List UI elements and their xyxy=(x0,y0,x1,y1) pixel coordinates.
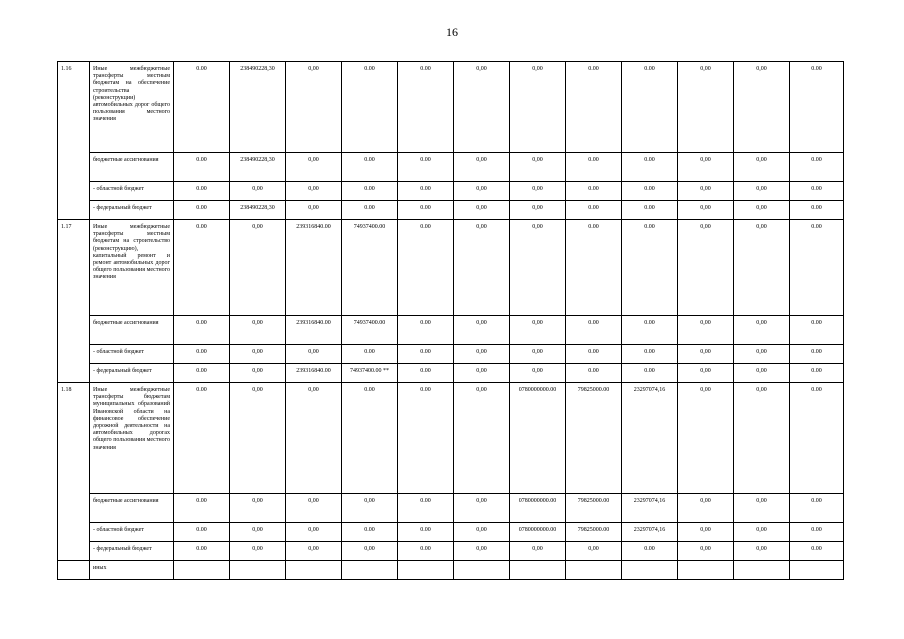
value-cell: 0,00 xyxy=(734,383,790,494)
value-cell: 0,00 xyxy=(510,153,566,182)
table-row xyxy=(58,542,844,561)
value-cell xyxy=(174,561,230,580)
table-body xyxy=(58,62,844,580)
value-cell: 0.00 xyxy=(174,182,230,201)
value-cell xyxy=(342,561,398,580)
value-cell: 0.00 xyxy=(566,364,622,383)
value-cell: 0.00 xyxy=(398,494,454,523)
value-cell: 0.00 xyxy=(790,62,844,153)
table-row xyxy=(58,523,844,542)
value-cell: 0.00 xyxy=(790,201,844,220)
value-cell: 0,00 xyxy=(678,220,734,316)
value-cell: 74937400.00 ** xyxy=(342,364,398,383)
value-cell: 0,00 xyxy=(286,523,342,542)
value-cell: 0,00 xyxy=(230,542,286,561)
value-cell: 74937400.00 xyxy=(342,316,398,345)
value-cell: 0.00 xyxy=(342,383,398,494)
value-cell: 0,00 xyxy=(230,523,286,542)
value-cell: 0.00 xyxy=(790,345,844,364)
value-cell: 0780000000.00 xyxy=(510,494,566,523)
value-cell: 23297074,16 xyxy=(622,383,678,494)
value-cell: 0.00 xyxy=(398,345,454,364)
value-cell: 0.00 xyxy=(342,62,398,153)
value-cell: 0,00 xyxy=(510,62,566,153)
value-cell: 0,00 xyxy=(734,494,790,523)
value-cell: 0.00 xyxy=(790,316,844,345)
value-cell: 0,00 xyxy=(454,316,510,345)
value-cell: 0,00 xyxy=(510,220,566,316)
value-cell: 0.00 xyxy=(398,383,454,494)
value-cell: 238490228,30 xyxy=(230,62,286,153)
value-cell: 0,00 xyxy=(678,494,734,523)
row-label: бюджетные ассигнования xyxy=(90,153,174,182)
value-cell xyxy=(566,561,622,580)
value-cell: 23297074,16 xyxy=(622,523,678,542)
value-cell: 0.00 xyxy=(622,182,678,201)
row-label: Иные межбюджетные трансферты местным бюджетам на строительство (реконструкцию), капитальный ремонт и ремонт автомобильных дорог общего пользования местного значения xyxy=(90,220,174,316)
value-cell: 0,00 xyxy=(678,201,734,220)
value-cell: 0,00 xyxy=(510,345,566,364)
value-cell: 0.00 xyxy=(622,62,678,153)
value-cell: 0.00 xyxy=(566,182,622,201)
value-cell: 23297074,16 xyxy=(622,494,678,523)
value-cell: 0.00 xyxy=(174,494,230,523)
value-cell: 0,00 xyxy=(454,153,510,182)
value-cell: 0,00 xyxy=(454,383,510,494)
row-label: - областной бюджет xyxy=(90,523,174,542)
value-cell: 0.00 xyxy=(174,345,230,364)
page-number: 16 xyxy=(446,25,458,39)
value-cell: 0,00 xyxy=(286,383,342,494)
item-number: 1.16 xyxy=(58,62,90,220)
value-cell: 0,00 xyxy=(734,316,790,345)
row-label: - федеральный бюджет xyxy=(90,542,174,561)
value-cell: 0,00 xyxy=(678,316,734,345)
value-cell: 0.00 xyxy=(566,220,622,316)
row-label: бюджетные ассигнования xyxy=(90,316,174,345)
value-cell: 0,00 xyxy=(454,364,510,383)
value-cell: 0.00 xyxy=(790,153,844,182)
table-row xyxy=(58,364,844,383)
value-cell: 0.00 xyxy=(342,345,398,364)
value-cell: 0.00 xyxy=(566,201,622,220)
value-cell: 0.00 xyxy=(398,220,454,316)
value-cell: 0,00 xyxy=(286,62,342,153)
table-row xyxy=(58,153,844,182)
value-cell: 0,00 xyxy=(510,201,566,220)
table-row xyxy=(58,345,844,364)
value-cell: 0780000000.00 xyxy=(510,523,566,542)
value-cell: 0,00 xyxy=(566,542,622,561)
value-cell: 0,00 xyxy=(286,153,342,182)
value-cell: 0,00 xyxy=(678,62,734,153)
value-cell: 0,00 xyxy=(286,494,342,523)
value-cell: 0.00 xyxy=(622,201,678,220)
value-cell: 0.00 xyxy=(174,383,230,494)
value-cell xyxy=(790,561,844,580)
value-cell: 0,00 xyxy=(230,494,286,523)
table-row xyxy=(58,182,844,201)
value-cell: 0,00 xyxy=(678,153,734,182)
row-label: - областной бюджет xyxy=(90,182,174,201)
value-cell: 0,00 xyxy=(678,182,734,201)
row-label: - областной бюджет xyxy=(90,345,174,364)
value-cell: 0.00 xyxy=(790,182,844,201)
value-cell: 0.00 xyxy=(790,220,844,316)
value-cell: 0,00 xyxy=(454,182,510,201)
table-row xyxy=(58,561,844,580)
value-cell: 0.00 xyxy=(174,62,230,153)
table-row xyxy=(58,383,844,494)
value-cell xyxy=(510,561,566,580)
table-row xyxy=(58,220,844,316)
value-cell: 0.00 xyxy=(622,220,678,316)
value-cell: 0.00 xyxy=(398,542,454,561)
value-cell: 0.00 xyxy=(566,153,622,182)
value-cell xyxy=(230,561,286,580)
value-cell: 0.00 xyxy=(398,62,454,153)
value-cell: 0.00 xyxy=(398,523,454,542)
value-cell: 0,00 xyxy=(734,523,790,542)
value-cell: 0.00 xyxy=(566,345,622,364)
value-cell: 0.00 xyxy=(622,345,678,364)
row-label: - федеральный бюджет xyxy=(90,201,174,220)
value-cell xyxy=(286,561,342,580)
value-cell: 0,00 xyxy=(734,62,790,153)
value-cell: 79825000.00 xyxy=(566,383,622,494)
budget-table xyxy=(57,61,844,580)
value-cell: 0,00 xyxy=(454,201,510,220)
value-cell: 0.00 xyxy=(398,364,454,383)
value-cell: 0.00 xyxy=(566,62,622,153)
value-cell xyxy=(454,561,510,580)
value-cell: 0,00 xyxy=(678,364,734,383)
value-cell: 0,00 xyxy=(454,62,510,153)
value-cell: 0.00 xyxy=(398,316,454,345)
value-cell: 0.00 xyxy=(622,153,678,182)
value-cell: 0.00 xyxy=(174,523,230,542)
value-cell: 0,00 xyxy=(342,542,398,561)
table-row xyxy=(58,494,844,523)
value-cell: 0,00 xyxy=(342,494,398,523)
value-cell: 238490228,30 xyxy=(230,153,286,182)
row-label: - федеральный бюджет xyxy=(90,364,174,383)
value-cell: 0.00 xyxy=(174,364,230,383)
value-cell: 79825000.00 xyxy=(566,494,622,523)
value-cell: 0.00 xyxy=(174,153,230,182)
value-cell: 0780000000.00 xyxy=(510,383,566,494)
value-cell: 0,00 xyxy=(678,523,734,542)
value-cell: 0,00 xyxy=(510,542,566,561)
value-cell: 0,00 xyxy=(678,383,734,494)
value-cell: 0,00 xyxy=(454,345,510,364)
value-cell: 0.00 xyxy=(790,523,844,542)
value-cell: 79825000.00 xyxy=(566,523,622,542)
value-cell: 0,00 xyxy=(286,345,342,364)
value-cell: 0,00 xyxy=(454,542,510,561)
table-row xyxy=(58,201,844,220)
row-label: Иные межбюджетные трансферты местным бюджетам на обеспечение строительства (реконструкции) автомобильных дорог общего пользования местного значения xyxy=(90,62,174,153)
value-cell xyxy=(678,561,734,580)
value-cell: 0,00 xyxy=(230,182,286,201)
value-cell: 0.00 xyxy=(342,201,398,220)
row-label: бюджетные ассигнования xyxy=(90,494,174,523)
value-cell: 0.00 xyxy=(790,542,844,561)
value-cell: 0,00 xyxy=(734,201,790,220)
value-cell: 0.00 xyxy=(398,153,454,182)
row-label: Иные межбюджетные трансферты бюджетам муниципальных образований Ивановской области на финансовое обеспечение дорожной деятельности на автомобильных дорогах общего пользования местного значения xyxy=(90,383,174,494)
value-cell: 239316840.00 xyxy=(286,220,342,316)
value-cell: 0.00 xyxy=(566,316,622,345)
value-cell: 0,00 xyxy=(286,182,342,201)
value-cell: 0,00 xyxy=(454,220,510,316)
value-cell: 0.00 xyxy=(622,316,678,345)
value-cell: 0,00 xyxy=(510,364,566,383)
value-cell: 0,00 xyxy=(230,364,286,383)
value-cell: 239316840.00 xyxy=(286,364,342,383)
value-cell xyxy=(398,561,454,580)
value-cell: 0.00 xyxy=(174,220,230,316)
value-cell: 0.00 xyxy=(174,201,230,220)
value-cell: 0.00 xyxy=(790,494,844,523)
value-cell: 0,00 xyxy=(454,494,510,523)
value-cell: 0.00 xyxy=(174,542,230,561)
value-cell: 0.00 xyxy=(342,182,398,201)
value-cell: 0,00 xyxy=(734,182,790,201)
value-cell: 0,00 xyxy=(734,345,790,364)
value-cell: 0,00 xyxy=(734,220,790,316)
value-cell: 0,00 xyxy=(734,153,790,182)
value-cell: 0,00 xyxy=(286,201,342,220)
value-cell: 0.00 xyxy=(622,542,678,561)
value-cell: 0.00 xyxy=(398,182,454,201)
value-cell: 0.00 xyxy=(790,383,844,494)
value-cell: 0,00 xyxy=(230,345,286,364)
value-cell: 0,00 xyxy=(734,542,790,561)
value-cell: 0,00 xyxy=(286,542,342,561)
value-cell: 0,00 xyxy=(230,316,286,345)
table-row xyxy=(58,62,844,153)
value-cell: 0.00 xyxy=(398,201,454,220)
value-cell xyxy=(622,561,678,580)
value-cell: 0,00 xyxy=(230,220,286,316)
value-cell: 238490228,30 xyxy=(230,201,286,220)
value-cell: 0.00 xyxy=(342,523,398,542)
value-cell: 0,00 xyxy=(678,542,734,561)
value-cell: 0,00 xyxy=(510,182,566,201)
value-cell: 0,00 xyxy=(454,523,510,542)
table-row xyxy=(58,316,844,345)
item-number: 1.18 xyxy=(58,383,90,561)
value-cell: 0,00 xyxy=(230,383,286,494)
value-cell: 0.00 xyxy=(790,364,844,383)
value-cell: 0.00 xyxy=(622,364,678,383)
value-cell: 0,00 xyxy=(678,345,734,364)
item-number: 1.17 xyxy=(58,220,90,383)
row-label: иных xyxy=(90,561,174,580)
value-cell: 74937400.00 xyxy=(342,220,398,316)
value-cell xyxy=(734,561,790,580)
item-number xyxy=(58,561,90,580)
value-cell: 0.00 xyxy=(174,316,230,345)
value-cell: 0,00 xyxy=(734,364,790,383)
value-cell: 0,00 xyxy=(510,316,566,345)
value-cell: 0.00 xyxy=(342,153,398,182)
value-cell: 239316840.00 xyxy=(286,316,342,345)
